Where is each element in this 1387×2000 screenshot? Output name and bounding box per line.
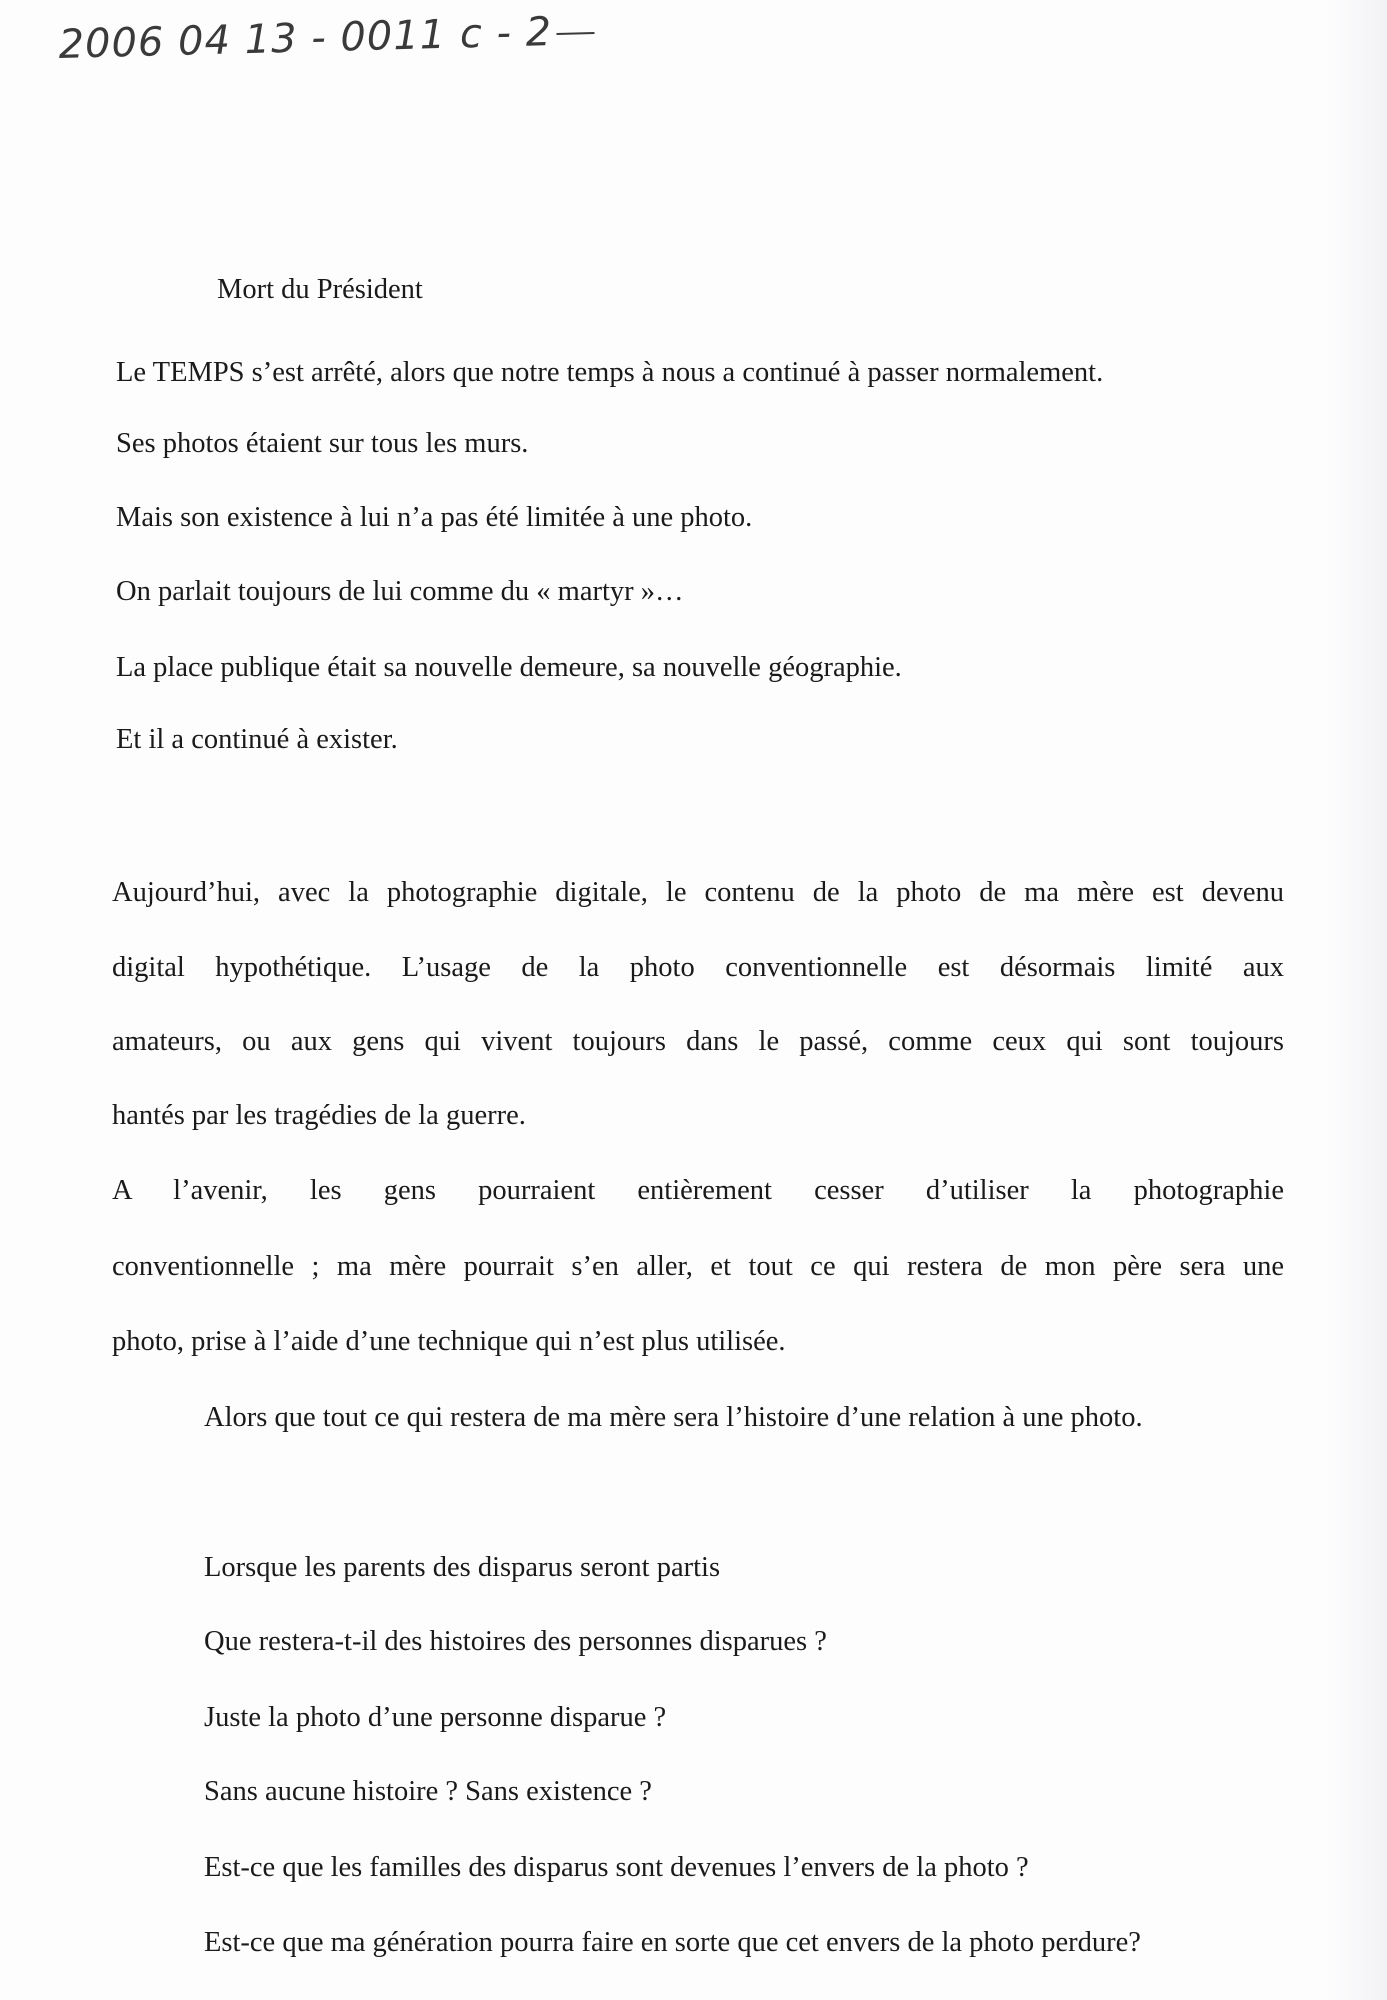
paragraph2-last-line: photo, prise à l’aide d’une technique qui n’est plus utilisée. <box>112 1326 786 1357</box>
paragraph1-line <box>112 950 1284 986</box>
stanza2-line: Sans aucune histoire ? Sans existence ? <box>204 1776 652 1807</box>
stanza2-line: Juste la photo d’une personne disparue ? <box>204 1702 667 1733</box>
paragraph1-text: Aujourd’hui, avec la photographie digitale, le contenu de la photo de ma mère est devenu <box>112 877 1284 908</box>
stanza1-line: Mais son existence à lui n’a pas été limitée à une photo. <box>116 502 753 533</box>
stanza2-line: Que restera-t-il des histoires des personnes disparues ? <box>204 1626 827 1657</box>
page-edge-shadow <box>1327 0 1387 2000</box>
stanza1-line: La place publique était sa nouvelle demeure, sa nouvelle géographie. <box>116 652 902 683</box>
stanza2-line: Lorsque les parents des disparus seront partis <box>204 1552 721 1583</box>
handwritten-reference <box>58 8 595 68</box>
stanza1-line: Ses photos étaient sur tous les murs. <box>116 428 529 459</box>
paragraph1-last-line: hantés par les tragédies de la guerre. <box>112 1100 526 1131</box>
stanza1-line: Le TEMPS s’est arrêté, alors que notre temps à nous a continué à passer normalement. <box>116 357 1104 388</box>
paragraph2-line <box>112 1173 1284 1209</box>
paragraph2-text: conventionnelle ; ma mère pourrait s’en aller, et tout ce qui restera de mon père sera une <box>112 1251 1284 1282</box>
paragraph1-line <box>112 875 1284 911</box>
handwritten-underline <box>556 32 594 35</box>
paragraph1-text: amateurs, ou aux gens qui vivent toujours dans le passé, comme ceux qui sont toujours <box>112 1026 1284 1057</box>
stanza1-line: On parlait toujours de lui comme du « martyr »… <box>116 576 684 607</box>
document-title: Mort du Président <box>217 274 423 305</box>
paragraph1-text: digital hypothétique. L’usage de la photo conventionnelle est désormais limité aux <box>112 952 1284 983</box>
paragraph1-line <box>112 1024 1284 1060</box>
stanza2-line: Est-ce que les familles des disparus sont devenues l’envers de la photo ? <box>204 1852 1029 1883</box>
stanza1-line: Et il a continué à exister. <box>116 724 398 755</box>
stanza2-line: Est-ce que ma génération pourra faire en sorte que cet envers de la photo perdure? <box>204 1927 1141 1958</box>
paragraph2-line <box>112 1249 1284 1285</box>
indented-line: Alors que tout ce qui restera de ma mère sera l’histoire d’une relation à une photo. <box>204 1402 1143 1433</box>
handwritten-reference-text: 2006 04 13 - 0011 c - 2 <box>58 9 553 68</box>
paragraph2-text: A l’avenir, les gens pourraient entièrement cesser d’utiliser la photographie <box>112 1175 1284 1206</box>
